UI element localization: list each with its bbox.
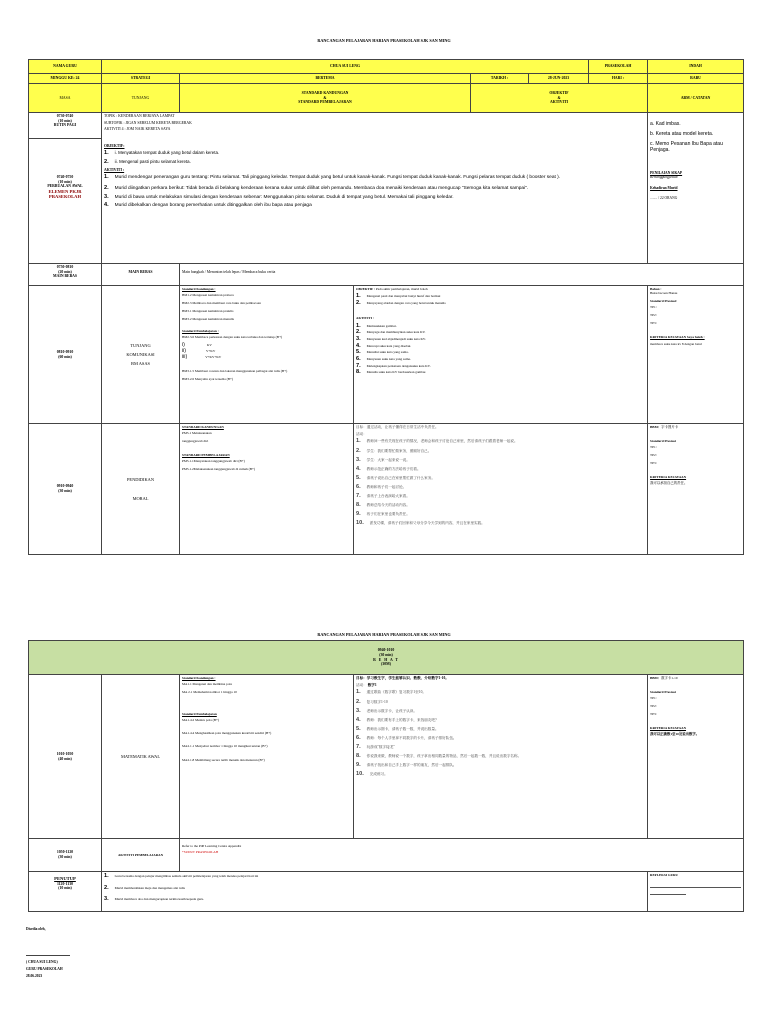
rehat-banner: 0940-1010 (30 min) R E H A T (30M) [29, 641, 744, 675]
kelas-value: INDAH [648, 60, 744, 74]
moral-tunjang: PENDIDIKAN MORAL [102, 424, 180, 555]
kelas-label: PRASEKOLAH [589, 60, 648, 74]
main-bebas-content: Main bangkah / Menonton telah lepas / Membaca buku cerita [180, 264, 744, 286]
matematik-abm: BBM：数字卡1-10 Standard Prestasi TP1: TP2: TP3: KRITERIA KEJAYAAN 我可以正确数1至10及说出数字。 [648, 675, 744, 839]
tarikh-label: TARIKH : [471, 74, 529, 84]
rutin-pagi-time: 0730-0740 (10 min) RUTIN PAGI [29, 113, 102, 139]
moral-abm: BBM：字卡图片卡 Standard Prestasi TP1: TP2: TP3: KRITERIA KEJAYAAN 我可以承担自己的责任。 [648, 424, 744, 555]
lesson-plan-table-1 [28, 59, 744, 555]
tarikh-value: 28-JUN-2023 [529, 74, 589, 84]
page1-title: RANCANGAN PELAJARAN HARIAN PRASEKOLAH SJK SAN MING [317, 38, 451, 43]
nama-guru-label: NAMA GURU [29, 60, 102, 74]
matematik-tunjang: MATEMATIK AWAL [102, 675, 180, 839]
page2-title: RANCANGAN PELAJARAN HARIAN PRASEKOLAH SJK SAN MING [317, 632, 451, 637]
masa-header: MASA [29, 84, 102, 113]
bertema-label: BERTEMA [180, 74, 471, 84]
bm-objektif: OBJEKTIF : Pada akhir pembelajaran, murid boleh 1. Mengenal pasti dan menyebut bunyi huruf dan berikut 2. Menyeyang alatdan dengan cara yang betul untuk menulis AKTIVITI : 1. Memasukkan gambar. 2. Menyagu dan membunyikan suku kata KV. 3. Menyusun kad abjadmenjadi suku kata KV. 4. Mencapi suku kata yang disebut. 5. Menulisi suku kata yang sama. 6. Menyusun suku kata yang sama. 7. Melengkapkan perkataan dengansuku kata KV. 8. Menulis suku kata KV berdasarkan gambar. [354, 286, 648, 424]
bm-time: 0810-0910 (60 min) [29, 286, 102, 424]
perbualan-time: 0740-0750 (10 min) PERBUALAN AWAL ELEMEN PKJR PRASEKOLAH [29, 139, 102, 264]
penutup-content: 1. Guru bersama dengan pelajar mengimbas semula aktiviti pembelajaran yang telah mereka pelajari hari ini 2. Murid membersihkan meja dan mengemas alat tulis 3. Murid membaca doa dan mengucapkan terima kasih kepada guru. [102, 872, 648, 912]
moral-objektif: 目标：通过活动，让孩子懂得在日常生活中负责任。 活动： 1. 教师问一些有关现在孩子的情况，老师会和孩子讨论自己家里，然后请孩子们跟着老师一起说。 2. 学生：我们要帮忙做家务，照顾好自己。 3. 学生：大家一起来说一说。 4. 教师示范正确的方法给孩子们看。 5. 请孩子说出自己在家里帮忙做了什么家务。 6. 教师和孩子们一起讨论。 7. 请孩子上台表演给大家看。 8. 教师总结今天的活动内容。 9. 孩子们在家里也要负责任。 10. 派发功课，请孩子们回家和父母分享今天学到的内容，并且在家里实践。 [354, 424, 648, 555]
moral-time: 0910-0940 (30 min) [29, 424, 102, 555]
penutup-time: PENUTUP 1120-1130 (10 min) [29, 872, 102, 912]
objektif-header: OBJEKTIF & AKTIVITI [471, 84, 648, 113]
refleksi-guru: REFLEKSI GURU [648, 872, 744, 912]
aktiviti-time: 1050-1120 (30 min) [29, 839, 102, 872]
standard-header: STANDARD KANDUNGAN & STANDARD PEMBELAJARAN [180, 84, 471, 113]
aktiviti-content: Refer to the PdP Learning Centre Appendix *SUDUT PRASEKOLAH [180, 839, 744, 872]
sign-date: 28.06.2023 [26, 974, 43, 978]
matematik-objektif: 目标：学习数生字，学生能够认识、数数、介绍数字1-10。 活动： 数字1 1. 通过歌曲《数字歌》复习数字1至10。 2. 复习数字1-10 3. 老师出示数字卡，让孩子认读。 4. 教师：我们要有手上的数字卡，来找朋友吧？ 5. 教师出示图卡，请孩子数一数，并说出数量。 6. 教师：每个人手里拿不同数字的卡片，请孩子排好队伍。 7. 玩游戏"数字接龙" 8. 你说我来做，教师说一个数字，孩子拿出相同数量的物品，然后一起数一数，并且说出数字名称。 9. 请孩子找出和自己手上数字一样的朋友，然后一起排队。 10. 完成练习。 [354, 675, 648, 839]
hari-value: RABU [648, 74, 744, 84]
bm-standard: Standard Kandungan : BM1.2 Menguasai kemahiran prabaca BM2.3 Membaca dan membuat cara buku dan pembacaan BM3.1 Menguasai kemahiran pratulis BM3.2 Menguasai kemahiran menulis Standard Pembelajaran : BM2.3.6 Membaca perkataan dengan suku kata terbuka dan tertutup (B+) i) KV ii) V+KV iii) V+KV+KV BM3.1.5 Membuat coretan dan lakaran menggunakan pelbagai alat tulis (B+) BM3.2.6 Menyalin ayat tersedia (B+) [180, 286, 354, 424]
disedia-label: Disedia oleh, [26, 927, 46, 931]
strategi-label: STRATEGI [102, 74, 180, 84]
nama-guru: CHUA SUI LENG [102, 60, 589, 74]
matematik-standard: Standard Kandungan : MA1.1 Mengenai dan membina pola MA 2.1 Memahami nombor 1 hingga 10 Standard Pembelajaran MA1.4.2 Meniru pola (B+) MA1.4.4 Menghasilkan pola menggunakan kreativiti sendiri (B+) MA2.1.1 Menyebut nombor 1 hingga 10 mengikut urutan (B+) MA2.1.8 Membilang secara tertib menaik dan menurun (B+) [180, 675, 354, 839]
minggu-label: MINGGU KE: 24 [29, 74, 102, 84]
main-bebas-time: 0750-0810 (20 min) MAIN BEBAS [29, 264, 102, 286]
topik-cell: TOPIK : KENDERAAN BERJAYA LAMPAT SUBTOPIK : JIGAN SEBELUM KERETA BERGERAK AKTIVITI 4 : JOM NAIK KERETA SAYA OBJEKTIF: 1. i. Menyatakan tempat duduk yang betul dalam kereta. 2. ii. Mengenal pasti pintu selamat kereta. AKTIVITI : 1. Murid mendengar penerangan guru tentang: Pintu selamat. Tali pinggang keledar. Tempat duduk yang betul untuk kanak-kanak. Fungsi tempat duduk kanak-kanak. Fungsi pelaras tempat duduk ( booster seat ). 2. Murid diingatkan perkara berikut: Tidak berada di belakang kenderaan kerana sukar untuk dilihat oleh pemandu. Membaca doa menaiki kenderaan atau mengucap "Semoga kita selamat sampai". 3. Murid di bawa untuk melakukan simulasi dengan kenderaan sebenar: Menggunakan pintu selamat. Duduk di tempat yang betul. Memakai tali pinggang keledar. 4. Murid dibekalkan dengan borang pemerhatian untuk ditinggalkan oleh ibu bapa atau penjaga [102, 113, 648, 264]
signature-line [26, 955, 70, 956]
aktiviti-tunjang: AKTIVITI PEMBELAJARAN [102, 839, 180, 872]
main-bebas-tunjang: MAIN BEBAS [102, 264, 180, 286]
signer-name: ( CHUA SUI LENG) [26, 960, 58, 964]
moral-standard: STANDARD KANDUNGAN PM5.1 Melaksanakan tanggungjawab diri STANDARD PEMBELAJARAN PM5.1.1Menyatakan tanggungjawab diri (B+) PM5.1.2Melaksanakan tanggungjawab di rumah (B+) [180, 424, 354, 555]
bm-abm: Bahan : Buku bacaan Hanau Standard Prestasi: TP1: TP2: TP3: KRITERIA KEJAYAAN Saya boleh : membaca suku kata kv 8 dengan betul [648, 286, 744, 424]
tunjang-header: TUNJANG [102, 84, 180, 113]
abm-cell-1: a. Kad imbas. b. Kereta atau model kereta. c. Memo Pesanan Ibu Bapa atau Penjaga. PENILAIAN SIKAP Bertanggungjawab Kehadiran Murid ........ / 22 ORANG [648, 113, 744, 264]
signer-role: GURU PRASEKOLAH [26, 967, 63, 971]
hari-label: HARI : [589, 74, 648, 84]
lesson-plan-table-2 [28, 640, 744, 912]
bm-tunjang: TUNJANG KOMUNIKASI BM ASAS [102, 286, 180, 424]
matematik-time: 1010-1050 (40 min) [29, 675, 102, 839]
abm-header: ABM / CATATAN [648, 84, 744, 113]
